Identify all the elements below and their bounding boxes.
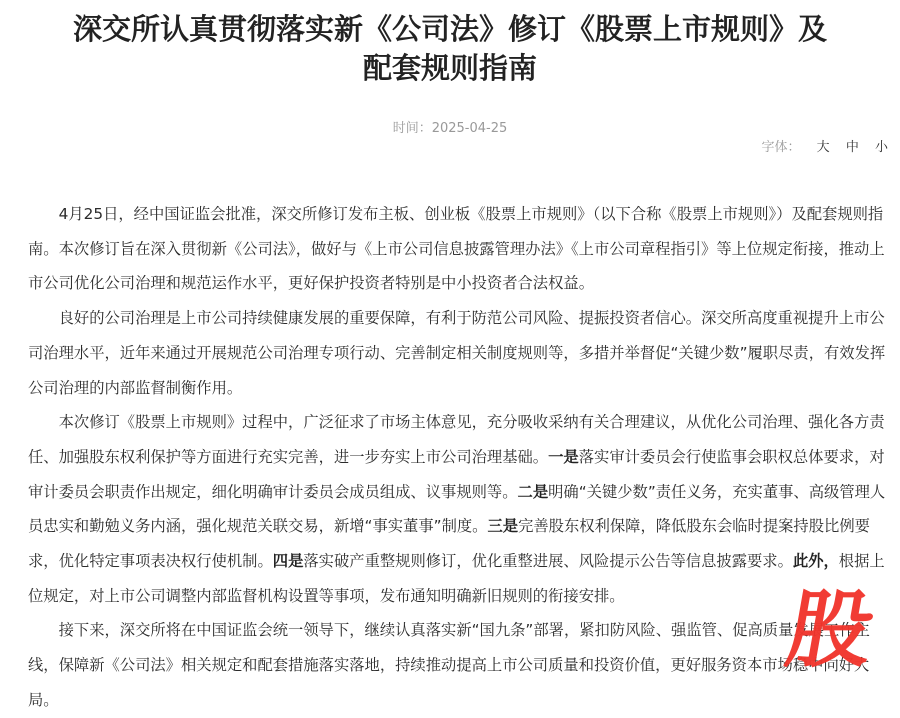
p3-text-1: 本次修订《股票上市规则》过程中，广泛征求了市场主体意见，充分吸收采纳有关合理建议，从优化公司治理、强化各方责任、加强股东权利保护等方面进行充实完善，进一步夯实上市公司治理基础。 xyxy=(28,413,885,466)
publish-time-value: 2025-04-25 xyxy=(431,121,508,136)
font-size-label: 字体： xyxy=(761,140,801,155)
p3-bold-3: 三是 xyxy=(487,517,519,536)
publish-time-label: 时间： xyxy=(392,121,432,136)
paragraph-4: 接下来，深交所将在中国证监会统一领导下，继续认真落实新“国九条”部署，紧扣防风险、强监管、促高质量发展工作主线，保障新《公司法》相关规定和配套措施落实落地，持续推动提高上市公司质量和投资价值，更好服务资本市场稳中向好大局。 xyxy=(28,621,870,709)
p3-text-4: 完善股东权利保障，降低股东会临时提案持股比例要求，优化特定事项表决权行使机制。 xyxy=(28,517,870,571)
title-line-2: 配套规则指南 xyxy=(362,51,537,85)
stock-logo-stamp: 股 xyxy=(779,581,881,679)
paragraph-3 xyxy=(28,405,894,613)
p3-text-6: 根据上位规定，对上市公司调整内部监督机构设置等事项，发布通知明确新旧规则的衔接安排。 xyxy=(28,552,885,605)
font-size-switcher xyxy=(762,136,888,155)
p3-text-2: 落实审计委员会行使监事会职权总体要求，对审计委员会职责作出规定，细化明确审计委员会成员组成、议事规则等。 xyxy=(28,447,885,501)
font-size-small-button[interactable]: 小 xyxy=(874,140,888,155)
p3-text-3: 明确“关键少数”责任义务，充实董事、高级管理人员忠实和勤勉义务内涵，强化规范关联交易，新增“事实董事”制度。 xyxy=(28,482,886,536)
font-size-medium-button[interactable]: 中 xyxy=(845,140,859,155)
publish-time xyxy=(0,117,900,136)
p3-bold-1: 一是 xyxy=(548,447,579,466)
article-body xyxy=(28,197,894,718)
paragraph-1: 4月25日，经中国证监会批准，深交所修订发布主板、创业板《股票上市规则》（以下合称《股票上市规则》）及配套规则指南。本次修订旨在深入贯彻新《公司法》，做好与《上市公司信息披露管理办法》《上市公司章程指引》等上位规定衔接，推动上市公司优化公司治理和规范运作水平，更好保护投资者特别是中小投资者合法权益。 xyxy=(28,205,885,293)
title-line-1: 深交所认真贯彻落实新《公司法》修订《股票上市规则》及 xyxy=(72,12,827,46)
p3-bold-2: 二是 xyxy=(517,482,549,501)
font-size-large-button[interactable]: 大 xyxy=(816,140,830,155)
p3-bold-4: 四是 xyxy=(272,552,304,571)
p3-text-5: 落实破产重整规则修订，优化重整进展、风险提示公告等信息披露要求。 xyxy=(303,552,793,571)
paragraph-2: 良好的公司治理是上市公司持续健康发展的重要保障，有利于防范公司风险、提振投资者信心。深交所高度重视提升上市公司治理水平，近年来通过开展规范公司治理专项行动、完善制定相关制度规则等，多措并举督促“关键少数”履职尽责，有效发挥公司治理的内部监督制衡作用。 xyxy=(28,309,886,397)
article-title xyxy=(20,10,880,88)
p3-bold-5: 此外， xyxy=(792,552,839,571)
